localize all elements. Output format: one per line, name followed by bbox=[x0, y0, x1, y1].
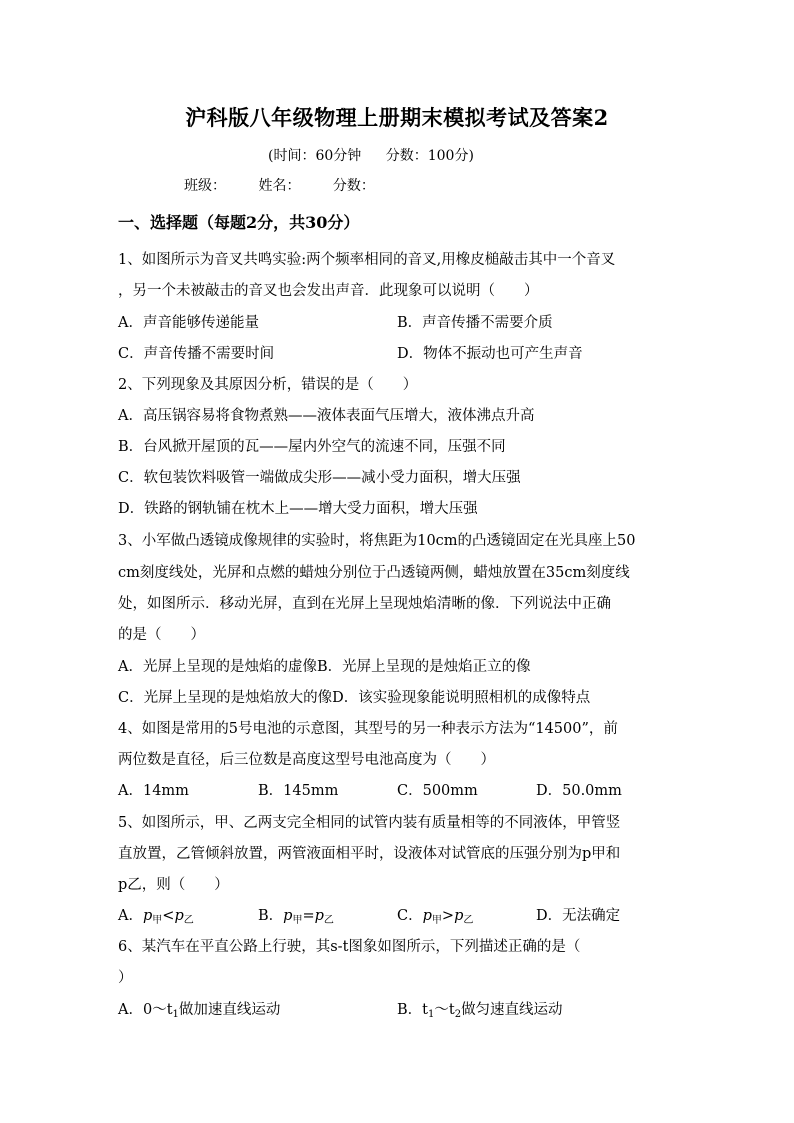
option-label: B． bbox=[258, 908, 284, 924]
pressure-symbol: p bbox=[422, 908, 432, 924]
question-2-option-a: A．高压锅容易将食物煮熟——液体表面气压增大，液体沸点升高 bbox=[118, 408, 535, 424]
pressure-symbol: p bbox=[314, 908, 324, 924]
option-text: 做加速直线运动 bbox=[178, 1002, 281, 1018]
option-text: ～t bbox=[434, 1002, 455, 1018]
pressure-symbol: p bbox=[454, 908, 464, 924]
question-6-line-1: 6、某汽车在平直公路上行驶，其s-t图象如图所示，下列描述正确的是（ bbox=[118, 939, 581, 955]
question-6-option-a bbox=[118, 998, 280, 1020]
question-1-option-d: D．物体不振动也可产生声音 bbox=[397, 346, 583, 362]
question-5-line-1: 5、如图所示，甲、乙两支完全相同的试管内装有质量相等的不同液体，甲管竖 bbox=[118, 815, 621, 831]
question-4-line-2: 两位数是直径，后三位数是高度这型号电池高度为（ ） bbox=[118, 752, 495, 768]
question-2-option-c: C．软包装饮料吸管一端做成尖形——减小受力面积，增大压强 bbox=[118, 470, 521, 486]
subscript: 1 bbox=[172, 1009, 179, 1020]
page-title: 沪科版八年级物理上册期末模拟考试及答案2 bbox=[185, 105, 609, 130]
subscript: 1 bbox=[427, 1009, 435, 1020]
question-4-option-a: A．14mm bbox=[118, 783, 189, 799]
question-3-option-ab: A．光屏上呈现的是烛焰的虚像B．光屏上呈现的是烛焰正立的像 bbox=[118, 659, 531, 675]
question-3-line-1: 3、小军做凸透镜成像规律的实验时，将焦距为10cm的凸透镜固定在光具座上50 bbox=[118, 533, 636, 549]
subscript: 2 bbox=[454, 1009, 462, 1020]
subscript-yi: 乙 bbox=[463, 915, 474, 926]
question-1-option-b: B．声音传播不需要介质 bbox=[397, 315, 553, 331]
question-4-line-1: 4、如图是常用的5号电池的示意图，其型号的另一种表示方法为“14500”，前 bbox=[118, 721, 618, 737]
option-label: C． bbox=[397, 908, 423, 924]
score-label: 分数： bbox=[332, 178, 375, 194]
question-4-option-d: D．50.0mm bbox=[536, 783, 622, 799]
question-5-option-d: D．无法确定 bbox=[536, 908, 621, 924]
class-label: 班级： bbox=[184, 178, 226, 194]
question-1-line-1: 1、如图所示为音叉共鸣实验:两个频率相同的音叉,用橡皮槌敲击其中一个音叉 bbox=[118, 252, 616, 268]
comparison-operator: = bbox=[302, 908, 315, 924]
pressure-symbol: p bbox=[283, 908, 293, 924]
question-1-line-2: ，另一个未被敲击的音叉也会发出声音．此现象可以说明（ ） bbox=[118, 283, 539, 299]
question-4-option-b: B．145mm bbox=[258, 783, 339, 799]
comparison-operator: < bbox=[162, 908, 175, 924]
question-2-option-b: B．台风掀开屋顶的瓦——屋内外空气的流速不同，压强不同 bbox=[118, 439, 506, 455]
question-3-line-2: cm刻度线处，光屏和点燃的蜡烛分别位于凸透镜两侧，蜡烛放置在35cm刻度线 bbox=[118, 565, 630, 581]
question-2-option-d: D．铁路的钢轨铺在枕木上——增大受力面积，增大压强 bbox=[118, 501, 478, 517]
question-5-line-3: p乙，则（ ） bbox=[118, 877, 229, 893]
subscript-jia: 甲 bbox=[292, 915, 303, 926]
question-1-option-a: A．声音能够传递能量 bbox=[118, 315, 259, 331]
option-text: A．0～t bbox=[118, 1002, 173, 1018]
name-label: 姓名： bbox=[258, 178, 301, 194]
question-2-line-1: 2、下列现象及其原因分析，错误的是（ ） bbox=[118, 377, 418, 393]
section-title: 一、选择题（每题2分，共30分） bbox=[118, 213, 360, 232]
question-5-option-c bbox=[397, 904, 473, 926]
question-3-line-4: 的是（ ） bbox=[118, 627, 205, 643]
question-6-line-2: ） bbox=[118, 970, 133, 986]
option-text: 做匀速直线运动 bbox=[461, 1002, 563, 1018]
option-text: B．t bbox=[397, 1002, 428, 1018]
student-info bbox=[184, 175, 403, 195]
question-3-line-3: 处，如图所示．移动光屏，直到在光屏上呈现烛焰清晰的像．下列说法中正确 bbox=[118, 596, 611, 612]
question-5-line-2: 直放置，乙管倾斜放置，两管液面相平时，设液体对试管底的压强分别为p甲和 bbox=[118, 846, 621, 862]
question-5-option-a bbox=[118, 904, 194, 926]
question-4-option-c: C．500mm bbox=[397, 783, 478, 799]
subscript-yi: 乙 bbox=[323, 915, 334, 926]
question-6-option-b bbox=[397, 998, 563, 1020]
pressure-symbol: p bbox=[142, 908, 153, 924]
pressure-symbol: p bbox=[174, 908, 184, 924]
question-3-option-cd: C．光屏上呈现的是烛焰放大的像D．该实验现象能说明照相机的成像特点 bbox=[118, 690, 591, 706]
option-label: A． bbox=[118, 908, 143, 924]
subscript-jia: 甲 bbox=[431, 915, 442, 926]
exam-time-score bbox=[268, 145, 474, 165]
subscript-yi: 乙 bbox=[183, 915, 194, 926]
question-5-option-b bbox=[258, 904, 334, 926]
exam-total-score: 分数：100分) bbox=[385, 148, 474, 164]
question-1-option-c: C．声音传播不需要时间 bbox=[118, 346, 275, 362]
comparison-operator: > bbox=[441, 908, 455, 924]
subscript-jia: 甲 bbox=[152, 915, 163, 926]
exam-time: (时间：60分钟 bbox=[268, 148, 362, 164]
